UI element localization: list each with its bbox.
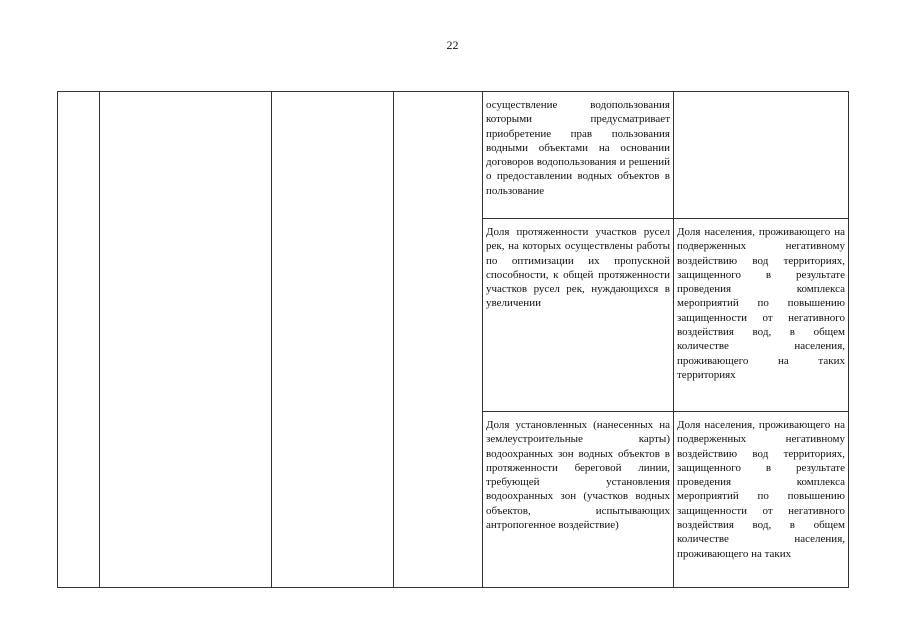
table-row bbox=[58, 92, 849, 219]
table-cell-col6 bbox=[674, 92, 849, 219]
cell-text: Доля протяженности участков русел рек, на которых осуществлены работы по оптимизации их пропускной способности, к общей протяженности участков русел рек, нуждающихся в увеличении bbox=[486, 226, 670, 310]
cell-text: осуществление водопользования которыми предусматривает приобретение прав пользования водными объектами на основании договоров водопользования и решений о предоставлении водных объектов в пользование bbox=[486, 99, 670, 197]
table-cell-col3 bbox=[272, 92, 394, 588]
cell-text: Доля населения, проживающего на подверженных негативному воздействию вод территориях, защищенного в результате проведения комплекса мероприятий по повышению защищенности от негативного воздействия вод, в общем количестве населения, проживающего на таких территориях bbox=[677, 226, 845, 381]
table-cell-col5 bbox=[483, 412, 674, 588]
table-cell-col6 bbox=[674, 412, 849, 588]
table-cell-col5 bbox=[483, 92, 674, 219]
cell-text: Доля установленных (нанесенных на землеустроительные карты) водоохранных зон водных объектов в протяженности береговой линии, требующей установления водоохранных зон (участков водных объектов, испытывающих антропогенное воздействие) bbox=[486, 419, 670, 532]
table-cell-col4 bbox=[394, 92, 483, 588]
page-number: 22 bbox=[446, 38, 459, 52]
table-cell-col5 bbox=[483, 219, 674, 412]
cell-text: Доля населения, проживающего на подверженных негативному воздействию вод территориях, защищенного в результате проведения комплекса мероприятий по повышению защищенности от негативного воздействия вод, в общем количестве населения, проживающего на таких bbox=[677, 419, 845, 560]
table-cell-col1 bbox=[58, 92, 100, 588]
table-cell-col6 bbox=[674, 219, 849, 412]
document-table bbox=[57, 91, 849, 588]
table-cell-col2 bbox=[100, 92, 272, 588]
